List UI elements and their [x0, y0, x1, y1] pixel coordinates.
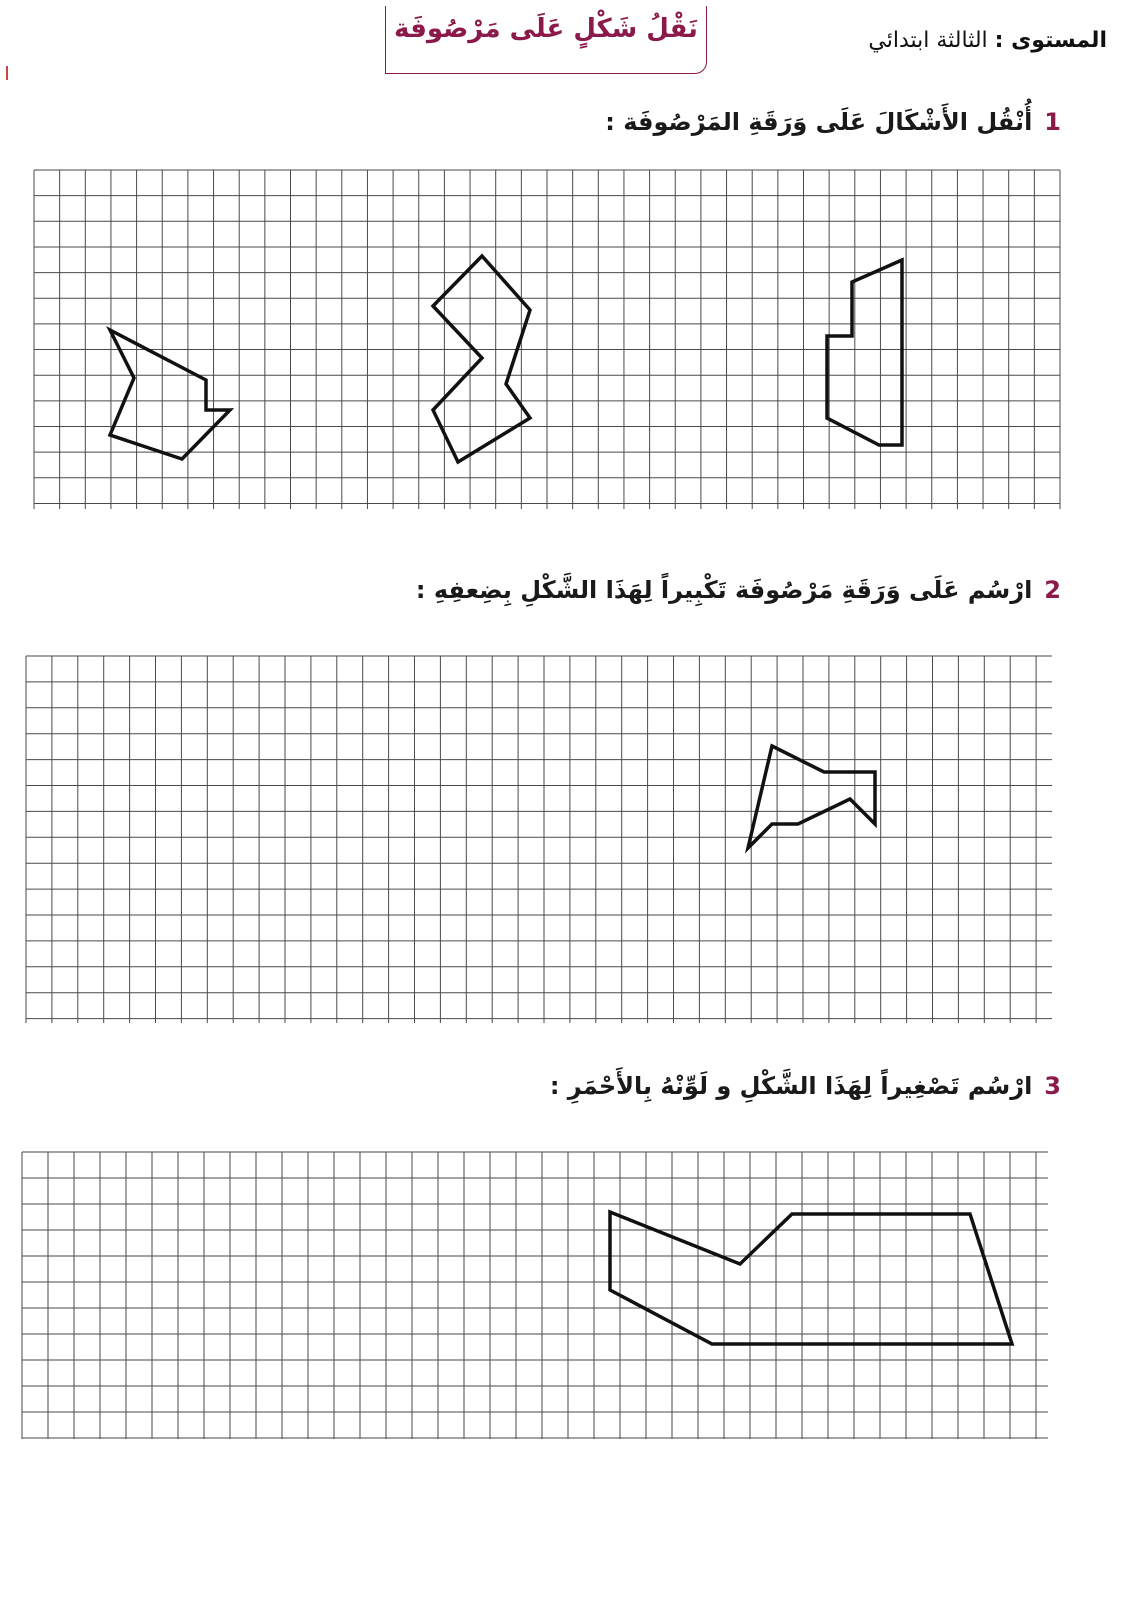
grade-level: [868, 28, 1107, 53]
exercise-1-number: 1: [1044, 108, 1061, 136]
shape-b: [433, 256, 530, 462]
grid-1-lines: [34, 170, 1060, 509]
exercise-2-heading: [416, 576, 1061, 604]
page-title: نَقْلُ شَكْلٍ عَلَى مَرْصُوفَة: [394, 14, 698, 44]
grid-1: [34, 170, 1064, 520]
exercise-2-number: 2: [1044, 576, 1061, 604]
level-label: المستوى :: [994, 28, 1107, 53]
grid-3-lines: [22, 1152, 1048, 1439]
shape-c: [827, 260, 902, 445]
level-value: الثالثة ابتدائي: [868, 28, 988, 53]
exercise-1-heading: [605, 108, 1061, 136]
exercise-1-instruction: أُنْقُل الأَشْكَالَ عَلَى وَرَقَةِ المَرْصُوفَة :: [605, 108, 1033, 136]
grid-2: [26, 656, 1056, 1032]
exercise-3-instruction: ارْسُم تَصْغِيراً لِهَذَا الشَّكْلِ و لَوِّنْهُ بِالأَحْمَرِ :: [549, 1072, 1033, 1100]
exercise-3-heading: [550, 1072, 1061, 1100]
margin-mark: [6, 66, 8, 80]
exercise-3-number: 3: [1044, 1072, 1061, 1100]
grid-2-lines: [26, 656, 1052, 1023]
grid-3: [22, 1152, 1052, 1448]
exercise-2-instruction: ارْسُم عَلَى وَرَقَةِ مَرْصُوفَة تَكْبِيراً لِهَذَا الشَّكْلِ بِضِعفِهِ :: [415, 576, 1033, 604]
shape-e: [610, 1212, 1012, 1344]
shape-d: [748, 746, 875, 848]
